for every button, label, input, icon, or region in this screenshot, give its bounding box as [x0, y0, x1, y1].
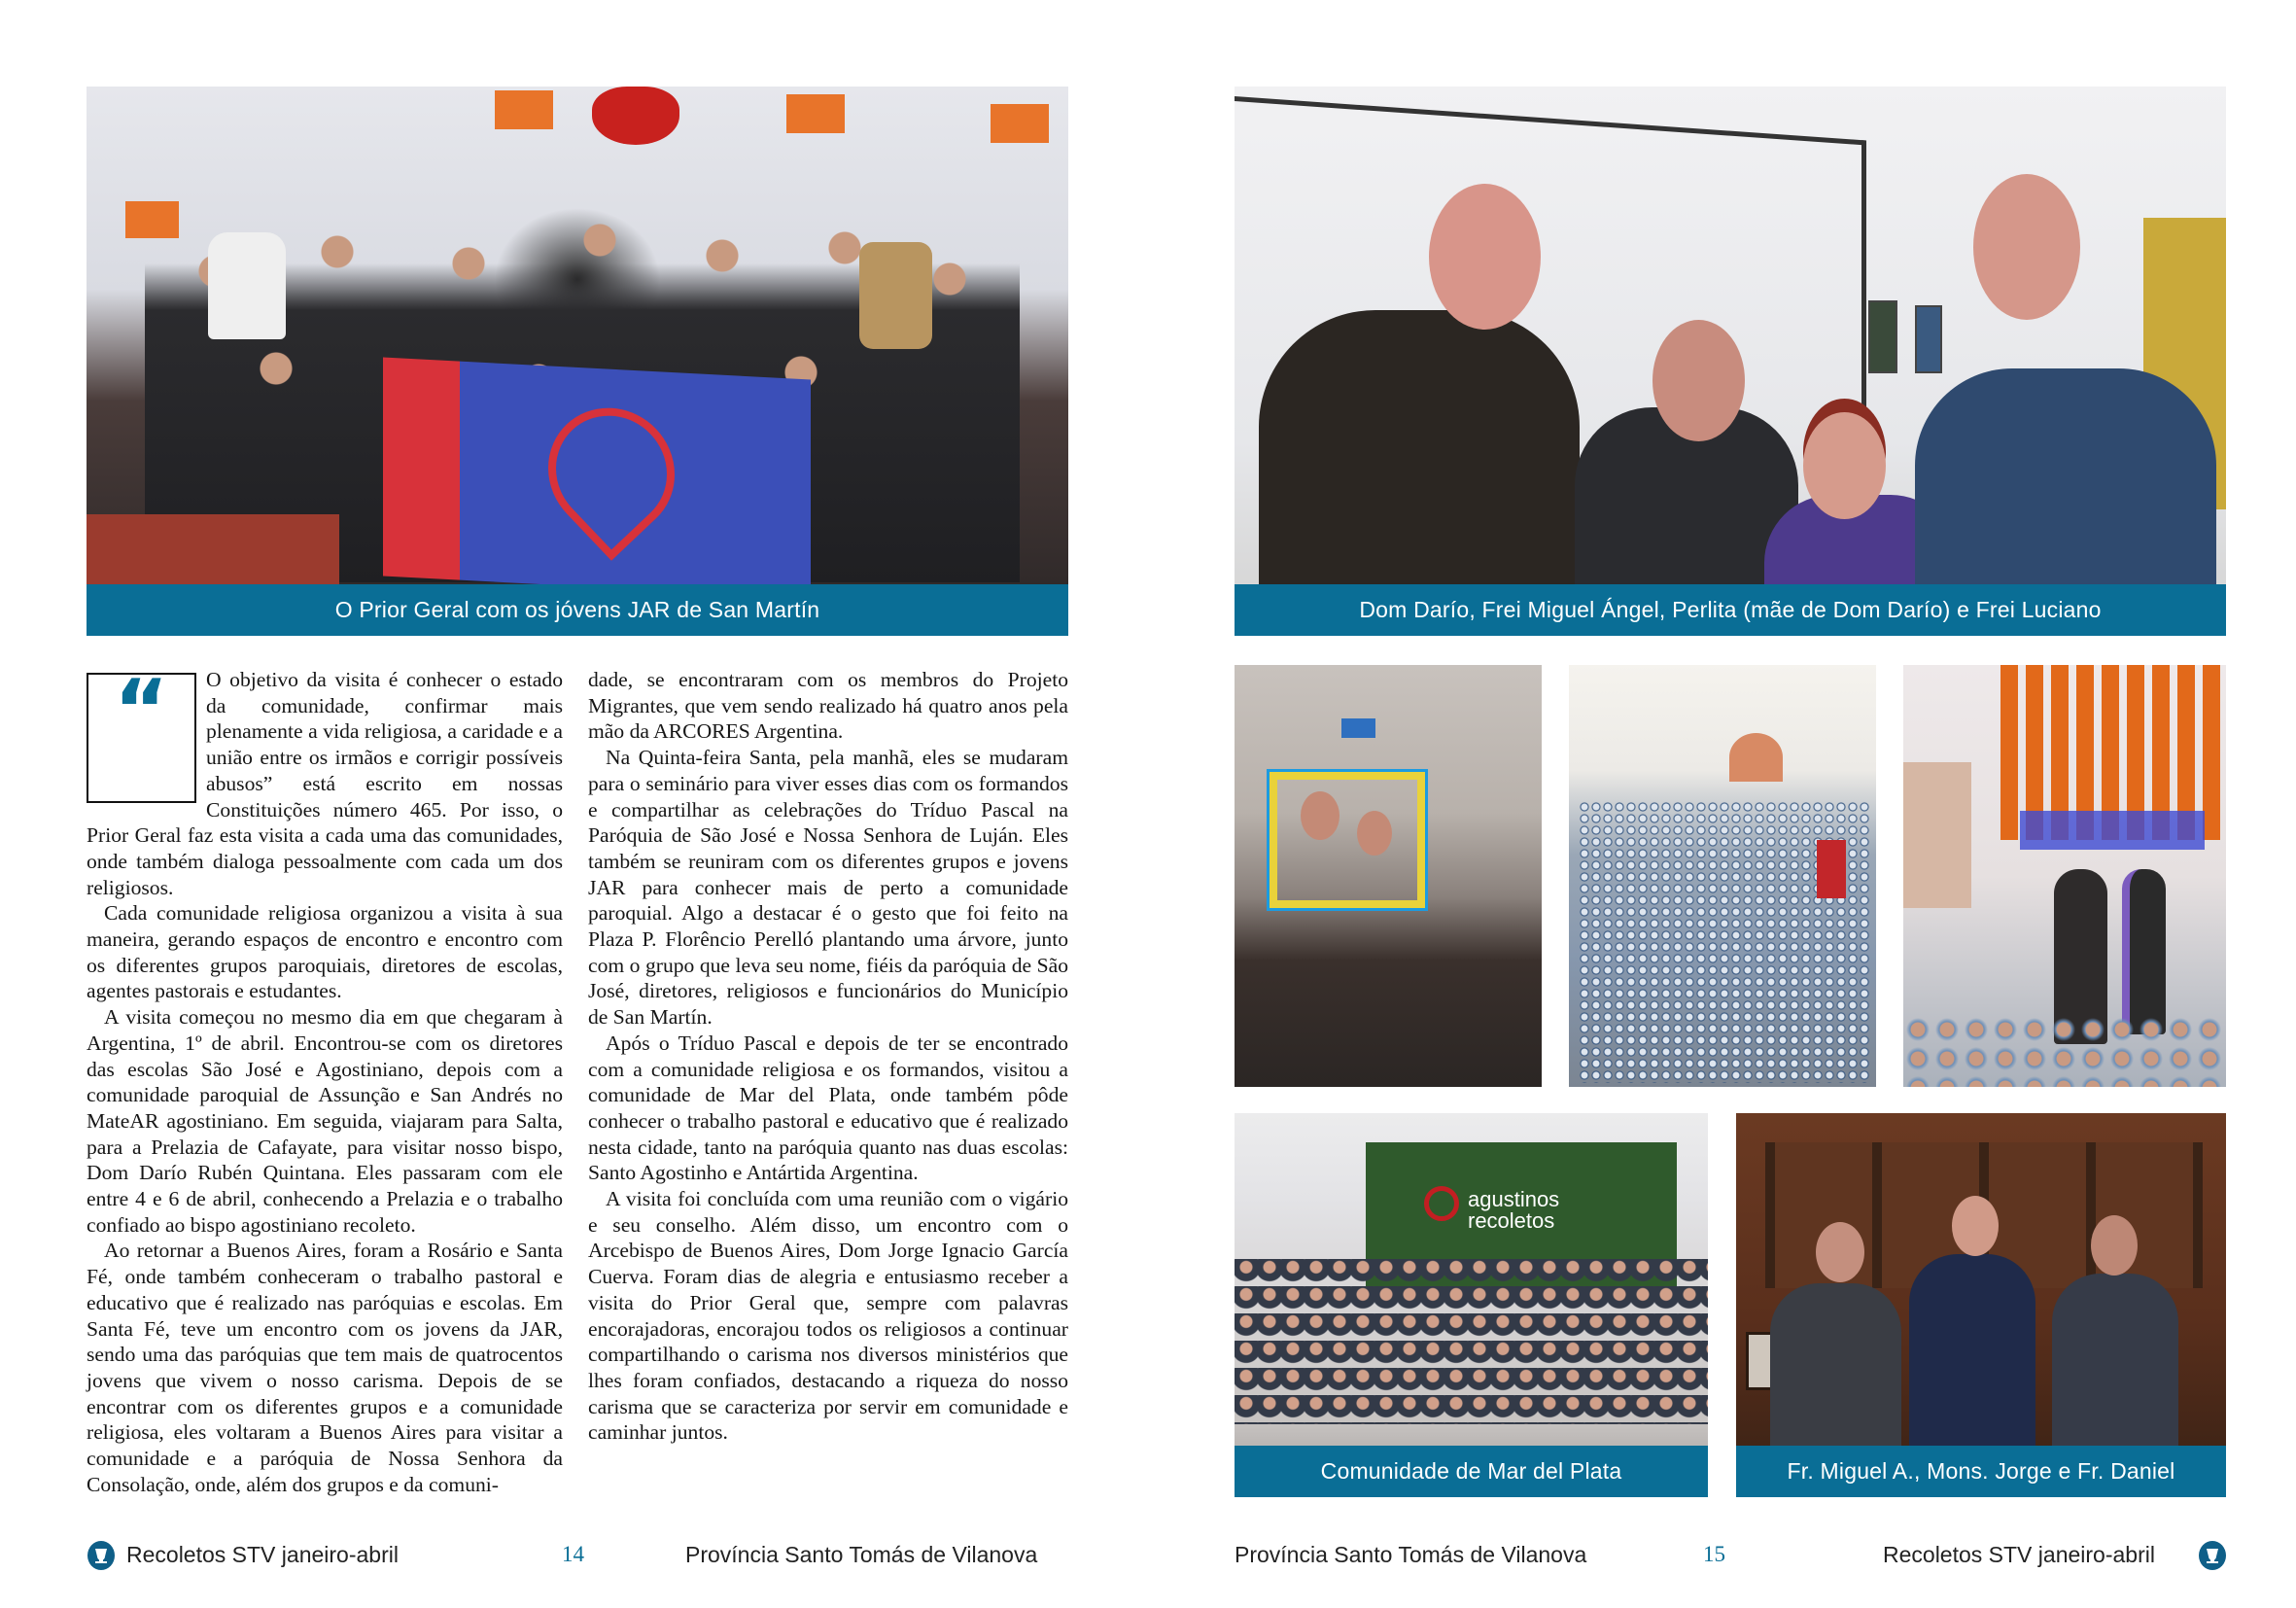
face [2091, 1215, 2138, 1276]
footer-magazine-title: Recoletos STV janeiro-abril [126, 1542, 399, 1567]
pnsl-logo [991, 104, 1049, 143]
face [1803, 412, 1886, 519]
caption-text: Comunidade de Mar del Plata [1320, 1458, 1622, 1484]
recoletos-logo-icon [87, 1541, 115, 1570]
white-shirt [208, 232, 286, 339]
caption-mar-del-plata [1235, 1446, 1708, 1497]
bienvenido-banner [1341, 718, 1375, 738]
face [1429, 184, 1541, 330]
caption-text: Dom Darío, Frei Miguel Ángel, Perlita (mãe de Dom Darío) e Frei Luciano [1359, 597, 2102, 622]
paragraph: Após o Tríduo Pascal e depois de ter se encontrado com a comunidade religiosa e os formandos, visitou a comunidade de Mar del Plata, onde também pôde conhecer o trabalho pastoral e educativo que é realizado nesta cidade, tanto na paróquia quanto nas duas escolas: Santo Agostinho e Antártida Argentina. [588, 1031, 1068, 1185]
face [1301, 791, 1339, 840]
caption-jar-group [87, 584, 1068, 636]
page-number: 14 [562, 1542, 584, 1566]
red-group [1817, 840, 1846, 898]
quote-icon: “ [114, 662, 169, 759]
mar-del-plata-photo [1235, 1113, 1708, 1453]
paragraph: dade, se encontraram com os membros do Projeto Migrantes, que vem sendo realizado há quatro anos pela mão da ARCORES Argentina. [588, 668, 1068, 744]
floor [87, 514, 339, 594]
paragraph: A visita foi concluída com uma reunião com o vigário e seu conselho. Além disso, um encontro com o Arcebispo de Buenos Aires, Dom Jorge Ignacio García Cuerva. Foram dias de alegria e entusiasmo receber a visita do Prior Geral que, sempre com palavras encorajadoras, encorajou todos os religiosos a continuar compartilhando o carisma nos diversos ministérios que lhes foram confiados, destacando a riqueza do nosso carisma que se caracteriza por servir em comunidade e caminhar juntos. [588, 1187, 1068, 1445]
article-column-2 [588, 667, 1068, 1446]
paragraph: A visita começou no mesmo dia em que chegaram à Argentina, 1º de abril. Encontrou-se com os diretores das escolas São José e Agostiniano, depois com a comunidade paroquial de Assunção e San Andrés no MateAR agostiniano. Em seguida, viajaram para Salta, para a Prelazia de Cafayate, para visitar nosso bispo, Dom Darío Rubén Quintana. Eles passaram com ele entre 4 e 6 de abril, conhecendo a Prelazia e o trabalho confiado ao bispo agostiniano recoleto. [87, 1005, 563, 1237]
paragraph: Na Quinta-feira Santa, pela manhã, eles se mudaram para o seminário para viver esses dias com os formandos e compartilhar as celebrações do Tríduo Pascal na Paróquia de São José e Nossa Senhora de Luján. Eles também se reuniram com os diferentes grupos e jovens JAR para conhecer mais de perto a comunidade paroquial. Algo a destacar é o gesto que foi feito na Plaza P. Florêncio Perelló plantando uma árvore, junto com o grupo que leva seu nome, fiéis da paróquia de São José, diretores, religiosos e funcionários do Município de San Martín. [588, 746, 1068, 1030]
man-middle [1909, 1254, 2035, 1453]
face [1973, 174, 2080, 320]
pnsl-logo [786, 94, 845, 133]
man-right [2052, 1274, 2178, 1453]
face [1952, 1196, 1999, 1256]
caption-four-people [1235, 584, 2226, 636]
jar-group-photo [87, 87, 1068, 594]
logo-heart-icon [1424, 1186, 1459, 1221]
students-courtyard-photo [1569, 665, 1876, 1087]
person-man [1915, 368, 2216, 594]
recoletos-logo-icon [2199, 1541, 2226, 1570]
crowd [1235, 1259, 1708, 1424]
man-left [1770, 1283, 1901, 1453]
classroom-visit-photo [1903, 665, 2226, 1087]
caption-text: Fr. Miguel A., Mons. Jorge e Fr. Daniel [1787, 1458, 2175, 1484]
caption-three-men [1736, 1446, 2226, 1497]
paragraph: Cada comunidade religiosa organizou a visita à sua maneira, gerando espaços de encontro e encontro com os diferentes grupos paroquiais, diretores de escolas, agentes pastorais e estudantes. [87, 901, 563, 1003]
children [1903, 1015, 2226, 1087]
gold-shirt [859, 242, 932, 349]
paragraph: O objetivo da visita é conhecer o estado da comunidade, confirmar mais plenamente a vida religiosa, a caridade e a união entre os irmãos e corrigir possíveis abusos” está escrito em nossas Constituições número 465. Por isso, o Prior Geral faz esta visita a cada uma das comunidades, onde também dialoga pessoalmente com cada um dos religiosos. [87, 668, 563, 899]
article-column-1 [87, 662, 563, 1498]
blue-decoration [2020, 811, 2205, 850]
jar-flag [383, 357, 811, 594]
footer-province: Província Santo Tomás de Vilanova [1235, 1542, 1587, 1567]
pull-quote-box [87, 662, 196, 803]
paragraph: Ao retornar a Buenos Aires, foram a Rosário e Santa Fé, onde também conheceram o trabalho pastoral e educativo que é realizado nas paróquias e escolas. Em Santa Fé, teve um encontro com os jovens da JAR, sendo uma das paróquias que tem mais de quatrocentos jovens que vivem o nosso carisma. Depois de se encontrar com os diferentes grupos e a comunidade religiosa, eles voltaram a Buenos Aires para visitar a comunidade e a paróquia de Nossa Senhora da Consolação, onde, além dos grupos e da comuni- [87, 1239, 563, 1496]
friars-frame-photo [1235, 665, 1542, 1087]
gazebo [1729, 733, 1783, 782]
three-men-photo [1736, 1113, 2226, 1453]
footer-province: Província Santo Tomás de Vilanova [685, 1542, 1038, 1567]
picture-frame [1915, 305, 1942, 373]
face [1652, 320, 1745, 441]
face [1357, 811, 1392, 856]
face [1816, 1222, 1864, 1282]
picture-frame [1868, 300, 1897, 373]
four-people-photo [1235, 87, 2226, 594]
jar-logo [592, 87, 679, 145]
caption-text: O Prior Geral com os jóvens JAR de San Martín [334, 597, 820, 622]
wall-board [1903, 762, 1971, 908]
pnsl-logo [495, 90, 553, 129]
person-bishop [1259, 310, 1580, 594]
page-number: 15 [1703, 1542, 1725, 1566]
wall-sign-text: agustinos recoletos [1468, 1187, 1560, 1233]
woman [2122, 869, 2166, 1034]
photo-frame-prop [1270, 772, 1425, 908]
footer-magazine-title: Recoletos STV janeiro-abril [1883, 1542, 2155, 1567]
